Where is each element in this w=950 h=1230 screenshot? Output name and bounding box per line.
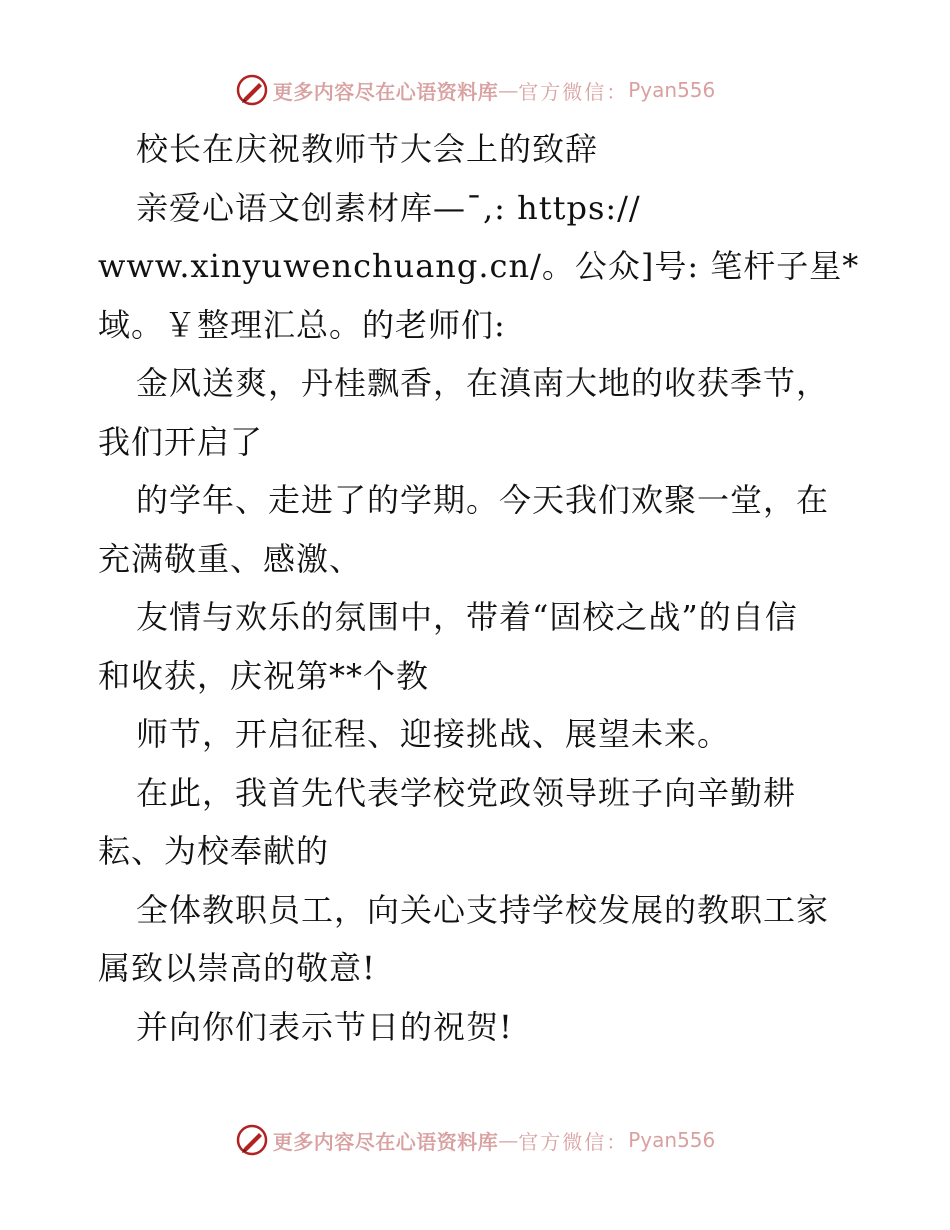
banner-text: 更多内容尽在心语资料库 [272, 1129, 499, 1154]
footer-banner [0, 1120, 950, 1160]
wechat-id: Pyan556 [628, 78, 716, 102]
banner-dash: — [498, 78, 519, 102]
text-line: 属致以崇高的敬意! [98, 949, 376, 987]
pen-logo-icon [235, 1123, 269, 1157]
document-body [98, 120, 858, 1056]
banner-text: 更多内容尽在心语资料库 [272, 79, 499, 104]
pen-logo-icon [235, 73, 269, 107]
text-line: www.xinyuwenchuang.cn/。公众]号: 笔杆子星* [98, 247, 860, 285]
text-line: 亲爱心语文创素材库—¯,: https:// [136, 188, 641, 227]
wechat-id: Pyan556 [628, 1128, 716, 1152]
banner-dash: — [498, 1128, 519, 1152]
text-line: 全体教职员工，向关心支持学校发展的教职工家 [136, 890, 830, 929]
header-banner [0, 70, 950, 110]
text-line: 并向你们表示节日的祝贺! [136, 1007, 513, 1046]
text-line: 金风送爽，丹桂飘香，在滇南大地的收获季节， [136, 364, 830, 402]
text-line: 在此，我首先代表学校党政领导班子向辛勤耕 [136, 773, 797, 812]
text-line: 师节，开启征程、迎接挑战、展望未来。 [136, 715, 731, 753]
text-line: 充满敬重、感激、 [98, 539, 363, 578]
text-line: 我们开启了 [98, 422, 264, 461]
text-line: 域。￥整理汇总。的老师们: [98, 305, 506, 344]
text-line: 友情与欢乐的氛围中，带着“固校之战”的自信 [136, 598, 798, 636]
text-line: 的学年、走进了的学期。今天我们欢聚一堂，在 [136, 481, 830, 519]
text-line: 和收获，庆祝第**个教 [98, 656, 430, 695]
document-title: 校长在庆祝教师节大会上的致辞 [136, 130, 599, 168]
wechat-label: 官方微信： [518, 79, 629, 104]
wechat-label: 官方微信： [518, 1129, 629, 1154]
text-line: 耘、为校奉献的 [98, 832, 330, 870]
